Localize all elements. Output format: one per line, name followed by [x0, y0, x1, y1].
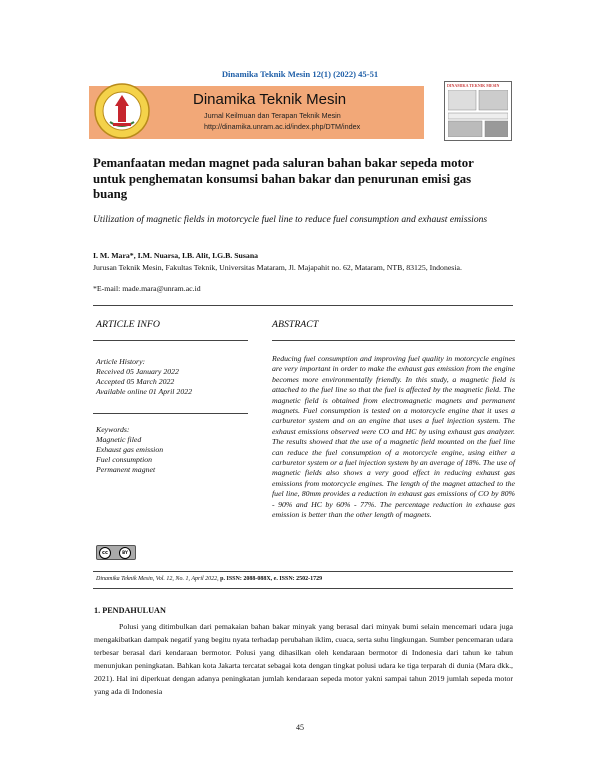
journal-reference: Dinamika Teknik Mesin 12(1) (2022) 45-51: [221, 69, 379, 79]
abstract-text: Reducing fuel consumption and improving fuel quality in motorcycle engines are very important in order to make the exhaust gas emission from the engine becomes more environmentally friendly. In this study, a magnetic field is attached to the fuel line so that the fuel is affected by the magnetic field. The magnetic field is obtained from electromagnetic magnets and permanent magnets. Fuel consumption is tested on a motorcycle engine that it uses a carburetor system and on an engine that uses a fuel injection system. The exhaust emissions observed were CO and HC by using exhaust gas analyzer. The results showed that the use of a magnetic field mounted on the fuel line can reduce the fuel consumption of a motorcycle engine, using either a carburetor system or a fuel injection system by an average of 18%. The use of magnetic fields also shows a very good effect in reducing exhaust gas emissions from motorcycle engines. The length of the magnet attached to the fuel line, 80mm provides a reduction in exhaust gas emissions of CO by 80% - 90% and HC by 60% - 77%. The percentage reduction in exhause gas emission is better than the other length of magnets.: [272, 354, 515, 520]
keyword: Permanent magnet: [96, 465, 156, 474]
divider: [93, 340, 248, 341]
cc-by-icon[interactable]: [96, 545, 136, 560]
keywords: [96, 425, 163, 475]
footer-citation: [96, 576, 322, 582]
banner-title: Dinamika Teknik Mesin: [193, 91, 347, 108]
page-number: 45: [296, 723, 304, 732]
journal-cover-thumbnail: [444, 81, 512, 141]
divider: [93, 571, 513, 572]
divider: [272, 340, 515, 341]
cc-badge: cc: [99, 547, 111, 559]
intro-body: [94, 620, 513, 698]
accepted-date: Accepted 05 March 2022: [96, 377, 175, 386]
banner-url[interactable]: http://dinamika.unram.ac.id/index.php/DTM/index: [204, 122, 361, 131]
article-info-heading: ARTICLE INFO: [96, 319, 160, 330]
divider: [93, 305, 513, 306]
received-date: Received 05 January 2022: [96, 367, 179, 376]
paper-subtitle: Utilization of magnetic fields in motorcycle fuel line to reduce fuel consumption and exhaust emissions: [93, 214, 488, 225]
history-label: Article History:: [96, 357, 146, 366]
authors: I. M. Mara*, I.M. Nuarsa, I.B. Alit, I.G.B. Susana: [93, 251, 259, 260]
university-seal-icon: [93, 82, 151, 140]
citation-prefix: Dinamika Teknik Mesin, Vol. 12, No. 1, April 2022,: [96, 576, 219, 582]
keyword: Magnetic filed: [96, 435, 142, 444]
divider: [93, 588, 513, 589]
divider: [93, 413, 248, 414]
cover-illustration: [448, 90, 508, 137]
cover-title: DINAMIKA TEKNIK MESIN: [447, 83, 500, 88]
online-date: Available online 01 April 2022: [96, 387, 193, 396]
keywords-label: Keywords:: [96, 425, 130, 434]
affiliation: Jurusan Teknik Mesin, Fakultas Teknik, Universitas Mataram, Jl. Majapahit no. 62, Mataram, NTB, 83125, Indonesia.: [93, 263, 462, 272]
article-history: [96, 357, 192, 397]
intro-paragraph: Polusi yang ditimbulkan dari pemakaian bahan bakar minyak yang berasal dari minyak bumi selain mencemari udara juga mengakibatkan dampak negatif yang begitu nyata terhadap perubahan iklim, cuaca, serta suhu lingkungan. Sumber pencemaran udara terbesar berasal dari kendaraan bermotor. Polusi yang dihasilkan oleh kendaraan bermotor di Indonesia dari tahun ke tahun menunjukan peningkatan. Bahkan kota Jakarta tercatat sebagai kota dengan tingkat polusi udara ke tiga terparah di dunia (Mara dkk., 2021). Hal ini diperkuat dengan adanya peningkatan jumlah kendaraan sepeda motor yakni sampai tahun 2019 jumlah sepeda motor yang ada di Indonesia: [94, 622, 513, 696]
citation-issn: p. ISSN: 2088-088X, e. ISSN: 2502-1729: [220, 576, 323, 582]
keyword: Fuel consumption: [96, 455, 153, 464]
banner-subtitle: Jurnal Keilmuan dan Terapan Teknik Mesin: [204, 111, 341, 120]
by-badge: BY: [119, 547, 131, 559]
paper-title: Pemanfaatan medan magnet pada saluran bahan bakar sepeda motor untuk penghematan konsumsi bahan bakar dan penurunan emisi gas buang: [93, 156, 474, 201]
abstract-heading: ABSTRACT: [272, 319, 319, 330]
keyword: Exhaust gas emission: [96, 445, 164, 454]
author-email[interactable]: *E-mail: made.mara@unram.ac.id: [93, 284, 201, 293]
intro-heading: 1. PENDAHULUAN: [94, 606, 166, 615]
